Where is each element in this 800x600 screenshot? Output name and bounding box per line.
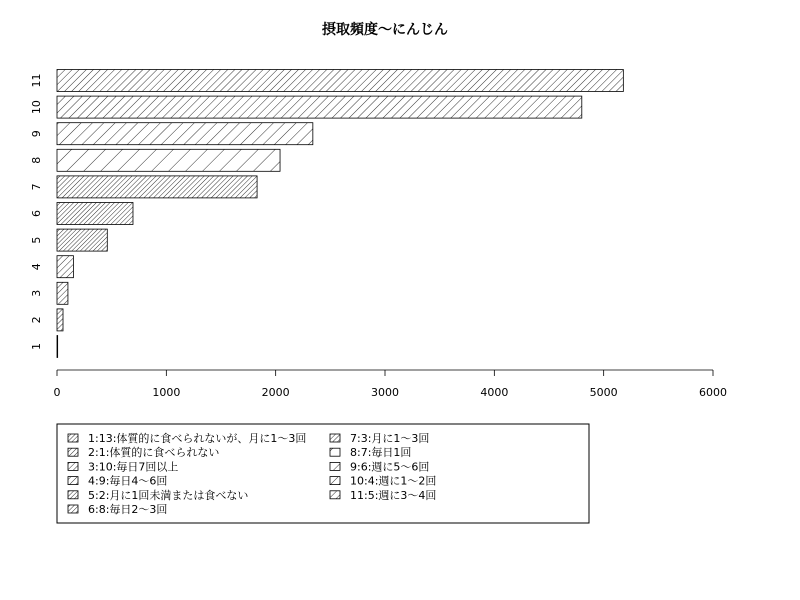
y-tick-label: 6 [30, 210, 43, 217]
bar-9 [57, 123, 313, 145]
bars-group [57, 70, 623, 358]
y-tick-label: 10 [30, 100, 43, 115]
y-tick-label: 3 [30, 289, 43, 297]
legend [57, 424, 589, 523]
y-axis [30, 74, 43, 351]
legend-swatch [68, 505, 78, 513]
y-tick-label: 9 [30, 130, 43, 138]
legend-swatch [68, 448, 78, 456]
legend-swatch [68, 434, 78, 442]
legend-entry: 9:6:週に5〜6回 [350, 460, 430, 474]
legend-entry: 5:2:月に1回未満または食べない [88, 488, 249, 502]
x-tick-label: 3000 [371, 386, 399, 399]
x-tick-label: 1000 [152, 386, 181, 399]
legend-swatch [68, 462, 78, 470]
legend-entry: 7:3:月に1〜3回 [350, 432, 430, 445]
bar-3 [57, 282, 68, 304]
x-tick-label: 0 [53, 386, 61, 399]
x-tick-label: 6000 [699, 386, 727, 399]
x-tick-label: 5000 [589, 386, 618, 399]
legend-swatch [330, 462, 340, 470]
bar-8 [57, 149, 280, 171]
y-tick-label: 4 [30, 263, 43, 271]
legend-entry: 6:8:毎日2〜3回 [88, 503, 168, 516]
legend-entry: 8:7:毎日1回 [350, 446, 412, 460]
bar-5 [57, 229, 107, 251]
legend-entry: 2:1:体質的に食べられない [88, 446, 220, 460]
y-tick-label: 1 [30, 343, 43, 350]
chart-title: 摂取頻度〜にんじん [322, 22, 448, 38]
legend-swatch [330, 448, 340, 456]
y-tick-label: 7 [30, 183, 43, 191]
legend-entry: 4:9:毎日4〜6回 [88, 474, 168, 488]
y-tick-label: 8 [30, 156, 43, 164]
bar-11 [57, 70, 623, 92]
legend-entry: 11:5:週に3〜4回 [350, 488, 437, 502]
legend-swatch [330, 477, 340, 485]
legend-entry: 3:10:毎日7回以上 [88, 460, 179, 474]
bar-1 [57, 336, 58, 358]
x-axis [54, 370, 728, 399]
legend-swatch [330, 434, 340, 442]
y-tick-label: 5 [30, 236, 43, 244]
y-tick-label: 11 [30, 73, 43, 88]
bar-6 [57, 203, 133, 225]
legend-entry: 10:4:週に1〜2回 [350, 474, 437, 488]
legend-swatch [68, 491, 78, 499]
legend-swatch [330, 491, 340, 499]
x-tick-label: 4000 [480, 386, 509, 399]
y-tick-label: 2 [30, 316, 43, 324]
legend-swatch [68, 477, 78, 485]
bar-10 [57, 96, 582, 118]
bar-2 [57, 309, 63, 331]
legend-entry: 1:13:体質的に食べられないが、月に1〜3回 [88, 432, 307, 445]
bar-7 [57, 176, 257, 198]
bar-4 [57, 256, 73, 278]
x-tick-label: 2000 [261, 386, 290, 399]
